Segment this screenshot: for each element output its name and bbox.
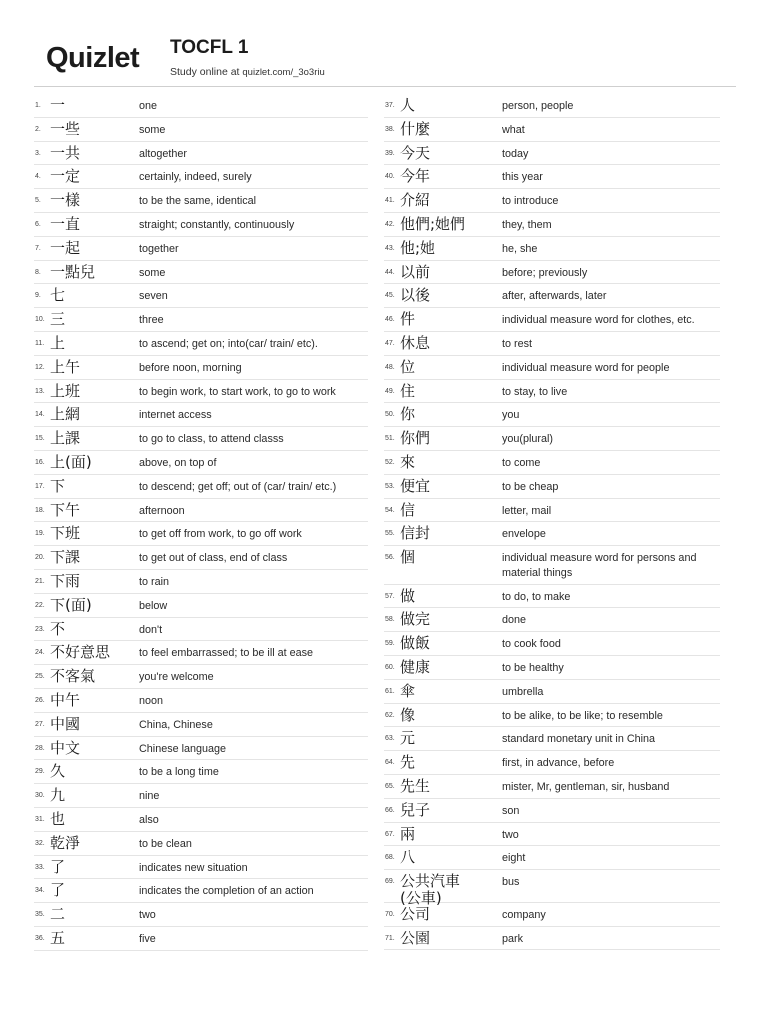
card-number: 56.	[385, 554, 395, 562]
card-row	[34, 165, 368, 189]
card-definition: also	[139, 813, 159, 826]
card-number: 29.	[35, 768, 45, 776]
card-row	[384, 94, 720, 118]
card-row	[34, 927, 368, 951]
card-row	[34, 618, 368, 642]
card-definition: three	[139, 314, 164, 327]
card-term: 久	[50, 762, 66, 781]
card-term: 中文	[50, 738, 81, 757]
card-row	[34, 427, 368, 451]
card-term: 先	[400, 753, 416, 772]
card-definition: to go to class, to attend classs	[139, 433, 284, 446]
card-definition: to be a long time	[139, 766, 219, 779]
card-term: 了	[50, 857, 66, 876]
card-definition: to introduce	[502, 195, 559, 208]
card-row	[34, 879, 368, 903]
card-definition: they, them	[502, 218, 552, 231]
card-number: 34.	[35, 887, 45, 895]
card-definition: straight; constantly, continuously	[139, 218, 295, 231]
card-row	[384, 680, 720, 704]
card-definition: he, she	[502, 242, 538, 255]
card-number: 63.	[385, 735, 395, 743]
card-term: 上課	[50, 429, 81, 448]
card-term: 什麼	[400, 119, 431, 138]
card-row	[384, 704, 720, 728]
card-term: 下(面)	[50, 595, 92, 614]
card-definition: above, on top of	[139, 456, 217, 469]
card-definition: two	[502, 828, 519, 841]
card-row	[34, 284, 368, 308]
card-definition: to be alike, to be like; to resemble	[502, 709, 663, 722]
card-number: 31.	[35, 815, 45, 823]
card-row	[384, 585, 720, 609]
card-term: 做飯	[400, 634, 431, 653]
card-term: 不客氣	[50, 667, 96, 686]
card-number: 61.	[385, 687, 395, 695]
card-row	[384, 308, 720, 332]
card-definition: indicates the completion of an action	[139, 885, 314, 898]
card-term: 中國	[50, 714, 81, 733]
card-number: 27.	[35, 720, 45, 728]
page-header	[0, 0, 768, 86]
card-row	[34, 546, 368, 570]
card-row	[384, 870, 720, 908]
card-definition: standard monetary unit in China	[502, 733, 656, 746]
card-row	[34, 903, 368, 927]
card-number: 60.	[385, 664, 395, 672]
card-definition: to ascend; get on; into(car/ train/ etc).	[139, 337, 318, 350]
card-term: 休息	[400, 333, 431, 352]
card-term: 中午	[50, 690, 81, 709]
card-number: 48.	[385, 363, 395, 371]
card-term: 一起	[50, 238, 81, 257]
card-row	[34, 594, 368, 618]
card-number: 23.	[35, 625, 45, 633]
card-number: 62.	[385, 711, 395, 719]
card-definition: altogether	[139, 147, 188, 160]
card-term: 個	[400, 548, 416, 567]
card-row	[384, 799, 720, 823]
card-number: 32.	[35, 839, 45, 847]
card-definition: indicates new situation	[139, 861, 248, 874]
card-term: 乾淨	[50, 833, 81, 852]
card-row	[384, 499, 720, 523]
card-definition: to get out of class, end of class	[139, 552, 288, 565]
card-number: 55.	[385, 530, 395, 538]
card-number: 2.	[35, 125, 41, 133]
card-definition: eight	[502, 852, 526, 865]
card-term: 一	[50, 96, 66, 114]
card-term: 不	[50, 619, 66, 638]
card-number: 33.	[35, 863, 45, 871]
card-row	[34, 237, 368, 261]
card-term: 介紹	[400, 191, 431, 210]
card-column-right	[384, 94, 720, 950]
card-row	[34, 856, 368, 880]
card-term: 七	[50, 286, 66, 305]
card-term: 做	[400, 586, 416, 605]
card-number: 18.	[35, 506, 45, 514]
card-row	[34, 403, 368, 427]
card-definition: envelope	[502, 528, 546, 541]
card-definition: afternoon	[139, 504, 185, 517]
card-definition: letter, mail	[502, 504, 552, 517]
card-term: 信封	[400, 524, 431, 543]
card-definition: to descend; get off; out of (car/ train/ etc.)	[139, 480, 337, 493]
card-term: 二	[50, 905, 66, 924]
set-link[interactable]: quizlet.com/_3o3riu	[242, 67, 325, 78]
card-row	[384, 775, 720, 799]
card-definition: person, people	[502, 100, 574, 112]
card-term: 上	[50, 333, 66, 352]
card-definition: to feel embarrassed; to be ill at ease	[139, 647, 314, 660]
card-number: 30.	[35, 792, 45, 800]
card-row	[34, 522, 368, 546]
card-number: 38.	[385, 125, 395, 133]
card-number: 66.	[385, 806, 395, 814]
card-definition: this year	[502, 171, 543, 184]
card-number: 70.	[385, 910, 395, 918]
card-definition: together	[139, 242, 179, 255]
card-row	[34, 189, 368, 213]
card-term: 三	[50, 310, 66, 329]
card-definition: some	[139, 266, 166, 279]
card-row	[34, 475, 368, 499]
card-number: 14.	[35, 411, 45, 419]
card-definition: China, Chinese	[139, 718, 213, 731]
card-definition: before; previously	[502, 266, 588, 279]
card-definition: nine	[139, 790, 160, 803]
card-row	[34, 641, 368, 665]
card-number: 21.	[35, 577, 45, 585]
card-term: 兒子	[400, 800, 431, 819]
card-term: 八	[400, 848, 416, 867]
card-row	[384, 451, 720, 475]
set-title: TOCFL 1	[170, 37, 249, 58]
card-number: 39.	[385, 149, 395, 157]
card-term: 公司	[400, 904, 431, 923]
card-term: 下班	[50, 524, 81, 543]
card-number: 46.	[385, 316, 395, 324]
card-term: 上網	[50, 405, 81, 424]
card-number: 37.	[385, 102, 395, 109]
card-number: 51.	[385, 435, 395, 443]
card-row	[34, 118, 368, 142]
card-definition: son	[502, 804, 520, 817]
card-definition: you	[502, 409, 520, 422]
card-definition: to stay, to live	[502, 385, 568, 398]
card-definition: you're welcome	[139, 671, 214, 684]
card-number: 6.	[35, 220, 41, 228]
card-term: 公共汽車(公車)	[400, 872, 461, 908]
card-definition: done	[502, 614, 527, 627]
study-online-line	[170, 67, 325, 78]
card-definition: to be the same, identical	[139, 195, 257, 208]
card-number: 57.	[385, 592, 395, 600]
card-row	[384, 427, 720, 451]
card-term: 一樣	[50, 191, 81, 210]
card-row	[34, 808, 368, 832]
card-definition: individual measure word for people	[502, 361, 670, 374]
card-definition: below	[139, 599, 168, 612]
card-number: 65.	[385, 783, 395, 791]
card-row	[34, 308, 368, 332]
card-row	[384, 522, 720, 546]
card-number: 22.	[35, 601, 45, 609]
card-number: 43.	[385, 244, 395, 252]
study-online-label: Study online at	[170, 66, 243, 78]
quizlet-logo: Quizlet	[46, 42, 140, 74]
card-term: 先生	[400, 777, 431, 796]
card-term: 上午	[50, 357, 81, 376]
card-definition: umbrella	[502, 685, 544, 698]
card-number: 1.	[35, 102, 41, 109]
card-definition: to be healthy	[502, 662, 564, 675]
card-definition: individual measure word for persons and material things	[502, 552, 697, 580]
card-number: 42.	[385, 220, 395, 228]
card-number: 41.	[385, 197, 395, 205]
card-row	[384, 656, 720, 680]
card-row	[384, 927, 720, 951]
card-row	[34, 784, 368, 808]
card-row	[384, 261, 720, 285]
card-definition: park	[502, 932, 524, 945]
card-term: 了	[50, 881, 66, 900]
card-number: 10.	[35, 316, 45, 324]
card-number: 54.	[385, 506, 395, 514]
card-definition: you(plural)	[502, 433, 554, 446]
card-number: 17.	[35, 482, 45, 490]
card-number: 7.	[35, 244, 41, 252]
card-definition: one	[139, 100, 158, 112]
card-term: 你	[400, 405, 416, 424]
card-definition: to do, to make	[502, 590, 571, 603]
card-term: 下雨	[50, 571, 81, 590]
card-row	[34, 689, 368, 713]
card-term: 他;她	[400, 238, 436, 257]
card-term: 位	[400, 357, 416, 376]
card-definition: before noon, morning	[139, 361, 242, 374]
card-term: 健康	[400, 658, 431, 677]
card-row	[34, 380, 368, 404]
card-row	[384, 380, 720, 404]
card-row	[384, 632, 720, 656]
card-term: 傘	[400, 681, 416, 700]
card-number: 52.	[385, 458, 395, 466]
card-number: 71.	[385, 934, 395, 942]
card-number: 35.	[35, 911, 45, 919]
card-number: 44.	[385, 268, 395, 276]
card-definition: to begin work, to start work, to go to work	[139, 385, 336, 398]
card-row	[384, 332, 720, 356]
card-term: 上(面)	[50, 452, 92, 471]
card-term: 人	[400, 96, 416, 114]
card-term: 上班	[50, 381, 81, 400]
card-number: 59.	[385, 640, 395, 648]
card-row	[34, 832, 368, 856]
card-number: 4.	[35, 173, 41, 181]
card-number: 50.	[385, 411, 395, 419]
card-number: 67.	[385, 830, 395, 838]
card-number: 53.	[385, 482, 395, 490]
card-definition: individual measure word for clothes, etc.	[502, 314, 695, 327]
card-term: 九	[50, 786, 66, 805]
card-number: 40.	[385, 173, 395, 181]
card-definition: first, in advance, before	[502, 757, 615, 770]
card-row	[384, 142, 720, 166]
card-number: 28.	[35, 744, 45, 752]
card-number: 68.	[385, 854, 395, 862]
card-number: 69.	[385, 878, 395, 886]
card-definition: Chinese language	[139, 742, 227, 755]
card-term: 今年	[400, 167, 431, 186]
card-number: 16.	[35, 458, 45, 466]
card-row	[384, 237, 720, 261]
card-definition: to come	[502, 456, 541, 469]
card-definition: to be clean	[139, 837, 192, 850]
card-row	[384, 284, 720, 308]
card-row	[384, 356, 720, 380]
card-term: 做完	[400, 610, 431, 629]
card-row	[34, 570, 368, 594]
card-term: 也	[50, 809, 66, 828]
card-number: 58.	[385, 616, 395, 624]
card-row	[384, 846, 720, 870]
card-term: 一共	[50, 143, 81, 162]
card-row	[34, 499, 368, 523]
card-row	[384, 546, 720, 585]
card-definition: to rain	[139, 575, 170, 588]
card-number: 64.	[385, 759, 395, 767]
card-definition: to be cheap	[502, 480, 559, 493]
card-number: 45.	[385, 292, 395, 300]
card-number: 26.	[35, 696, 45, 704]
card-definition: don't	[139, 623, 163, 636]
card-row	[34, 142, 368, 166]
card-term: 一定	[50, 167, 81, 186]
card-definition: what	[502, 123, 525, 136]
card-term: 下課	[50, 548, 81, 567]
card-row	[384, 903, 720, 927]
card-number: 13.	[35, 387, 45, 395]
card-definition: bus	[502, 876, 520, 889]
card-row	[384, 118, 720, 142]
card-term: 一些	[50, 119, 81, 138]
card-number: 24.	[35, 649, 45, 657]
card-row	[384, 751, 720, 775]
card-definition: to cook food	[502, 638, 561, 651]
card-term: 住	[400, 381, 416, 400]
card-row	[34, 213, 368, 237]
card-row	[34, 713, 368, 737]
card-term: 信	[400, 500, 416, 519]
card-term: 他們;她們	[400, 214, 466, 233]
card-definition: some	[139, 123, 166, 136]
card-term: 以後	[400, 286, 431, 305]
card-row	[384, 189, 720, 213]
card-definition: to get off from work, to go off work	[139, 528, 302, 541]
card-number: 47.	[385, 339, 395, 347]
card-row	[384, 823, 720, 847]
card-column-left	[34, 94, 368, 951]
card-definition: noon	[139, 694, 164, 707]
card-term: 兩	[400, 824, 416, 843]
card-definition: company	[502, 908, 546, 921]
card-row	[34, 94, 368, 118]
card-number: 8.	[35, 268, 41, 276]
card-row	[384, 165, 720, 189]
card-row	[34, 451, 368, 475]
card-term: 件	[400, 310, 416, 329]
card-definition: to rest	[502, 337, 533, 350]
card-term: 公園	[400, 928, 431, 947]
card-definition: internet access	[139, 409, 212, 422]
card-definition: two	[139, 909, 156, 922]
card-term: 便宜	[400, 476, 431, 495]
card-row	[384, 213, 720, 237]
card-number: 15.	[35, 435, 45, 443]
card-row	[34, 261, 368, 285]
card-number: 11.	[35, 339, 45, 347]
card-definition: seven	[139, 290, 168, 303]
card-definition: five	[139, 932, 156, 945]
card-definition: certainly, indeed, surely	[139, 171, 252, 184]
card-term: 今天	[400, 143, 431, 162]
card-number: 25.	[35, 673, 45, 681]
card-definition: after, afterwards, later	[502, 290, 607, 303]
card-term: 來	[400, 452, 416, 471]
card-row	[34, 760, 368, 784]
card-row	[34, 356, 368, 380]
card-row	[34, 665, 368, 689]
card-number: 49.	[385, 387, 395, 395]
card-row	[384, 403, 720, 427]
card-row	[384, 727, 720, 751]
card-row	[384, 608, 720, 632]
card-number: 9.	[35, 292, 41, 300]
card-term: 下	[50, 476, 66, 495]
card-number: 20.	[35, 554, 45, 562]
card-number: 5.	[35, 197, 41, 205]
card-row	[34, 332, 368, 356]
card-row	[34, 737, 368, 761]
card-number: 36.	[35, 934, 45, 942]
card-number: 19.	[35, 530, 45, 538]
card-number: 12.	[35, 363, 45, 371]
card-term: 下午	[50, 500, 81, 519]
card-term: 一直	[50, 214, 81, 233]
card-term: 五	[50, 928, 66, 947]
card-term: 以前	[400, 262, 431, 281]
card-definition: mister, Mr, gentleman, sir, husband	[502, 781, 670, 794]
card-row	[384, 475, 720, 499]
card-term: 一點兒	[50, 262, 96, 281]
card-term: 像	[400, 705, 416, 724]
card-term: 你們	[400, 429, 431, 448]
card-term: 不好意思	[50, 643, 111, 662]
card-number: 3.	[35, 149, 41, 157]
card-term: 元	[400, 729, 416, 748]
header-divider	[34, 86, 736, 87]
card-definition: today	[502, 147, 529, 160]
